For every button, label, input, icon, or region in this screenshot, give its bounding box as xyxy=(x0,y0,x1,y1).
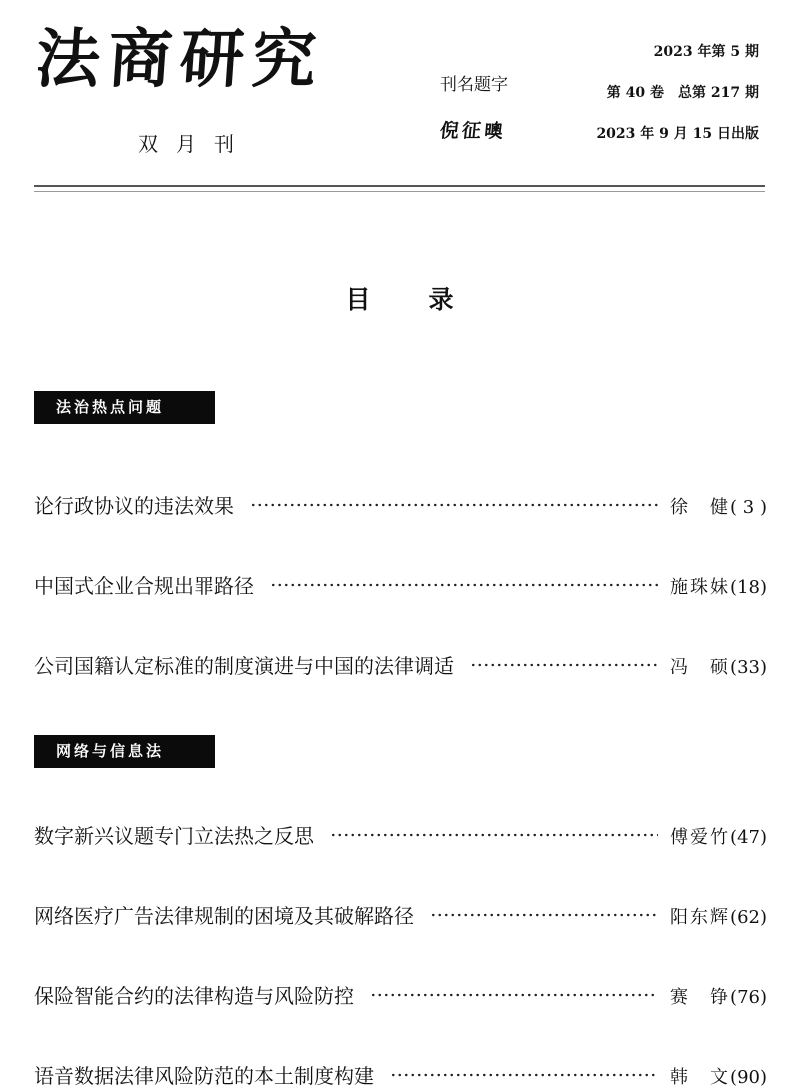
dot-leader xyxy=(330,831,658,839)
masthead-subtitle: 双月刊 xyxy=(138,132,252,156)
toc-entry[interactable] xyxy=(34,980,767,1010)
issue-info xyxy=(596,32,759,155)
entry-title: 论行政协议的违法效果 xyxy=(34,494,234,518)
entry-page: (90) xyxy=(730,1067,767,1088)
issue-volume-total: 第 40 卷 总第 217 期 xyxy=(606,85,759,101)
entry-page: (33) xyxy=(730,657,767,678)
dot-leader xyxy=(390,1071,658,1079)
calligraphy-credit-name: 倪征𣋉 xyxy=(438,120,508,142)
entry-title: 语音数据法律风险防范的本土制度构建 xyxy=(34,1064,374,1088)
toc-entry[interactable] xyxy=(34,570,767,600)
toc-entry[interactable] xyxy=(34,820,767,850)
toc-entry[interactable] xyxy=(34,650,767,680)
issue-year-number: 2023 年第 5 期 xyxy=(653,44,759,60)
entry-page: ( 3 ) xyxy=(730,497,767,518)
section-banner-network-info-law: 网络与信息法 xyxy=(34,735,215,768)
entry-title: 公司国籍认定标准的制度演进与中国的法律调适 xyxy=(34,654,454,678)
entry-page: (76) xyxy=(730,987,767,1008)
entry-author: 傅爱竹 xyxy=(670,827,731,848)
issue-publish-date: 2023 年 9 月 15 日出版 xyxy=(596,126,759,142)
toc-entry[interactable] xyxy=(34,900,767,930)
dot-leader xyxy=(430,911,658,919)
header-rule xyxy=(34,185,765,192)
section-banner-hot-issues: 法治热点问题 xyxy=(34,391,215,424)
dot-leader xyxy=(270,581,658,589)
entry-title: 中国式企业合规出罪路径 xyxy=(34,574,254,598)
entry-author: 徐 健 xyxy=(670,497,731,518)
entry-title: 网络医疗广告法律规制的困境及其破解路径 xyxy=(34,904,414,928)
toc-heading: 目录 xyxy=(345,285,512,314)
calligraphy-credit-label: 刊名题字 xyxy=(440,75,508,95)
entry-page: (18) xyxy=(730,577,767,598)
entry-author: 赛 铮 xyxy=(670,987,731,1008)
entry-page: (62) xyxy=(730,907,767,928)
dot-leader xyxy=(250,501,658,509)
entry-author: 韩 文 xyxy=(670,1067,731,1088)
entry-author: 阳东辉 xyxy=(670,907,731,928)
dot-leader xyxy=(470,661,658,669)
entry-title: 保险智能合约的法律构造与风险防控 xyxy=(34,984,354,1008)
masthead-title: 法商研究 xyxy=(33,22,327,97)
entry-author: 冯 硕 xyxy=(670,657,731,678)
entry-page: (47) xyxy=(730,827,767,848)
toc-entry[interactable] xyxy=(34,490,767,520)
entry-author: 施珠妹 xyxy=(670,577,731,598)
toc-entry[interactable] xyxy=(34,1060,767,1090)
dot-leader xyxy=(370,991,658,999)
entry-title: 数字新兴议题专门立法热之反思 xyxy=(34,824,314,848)
